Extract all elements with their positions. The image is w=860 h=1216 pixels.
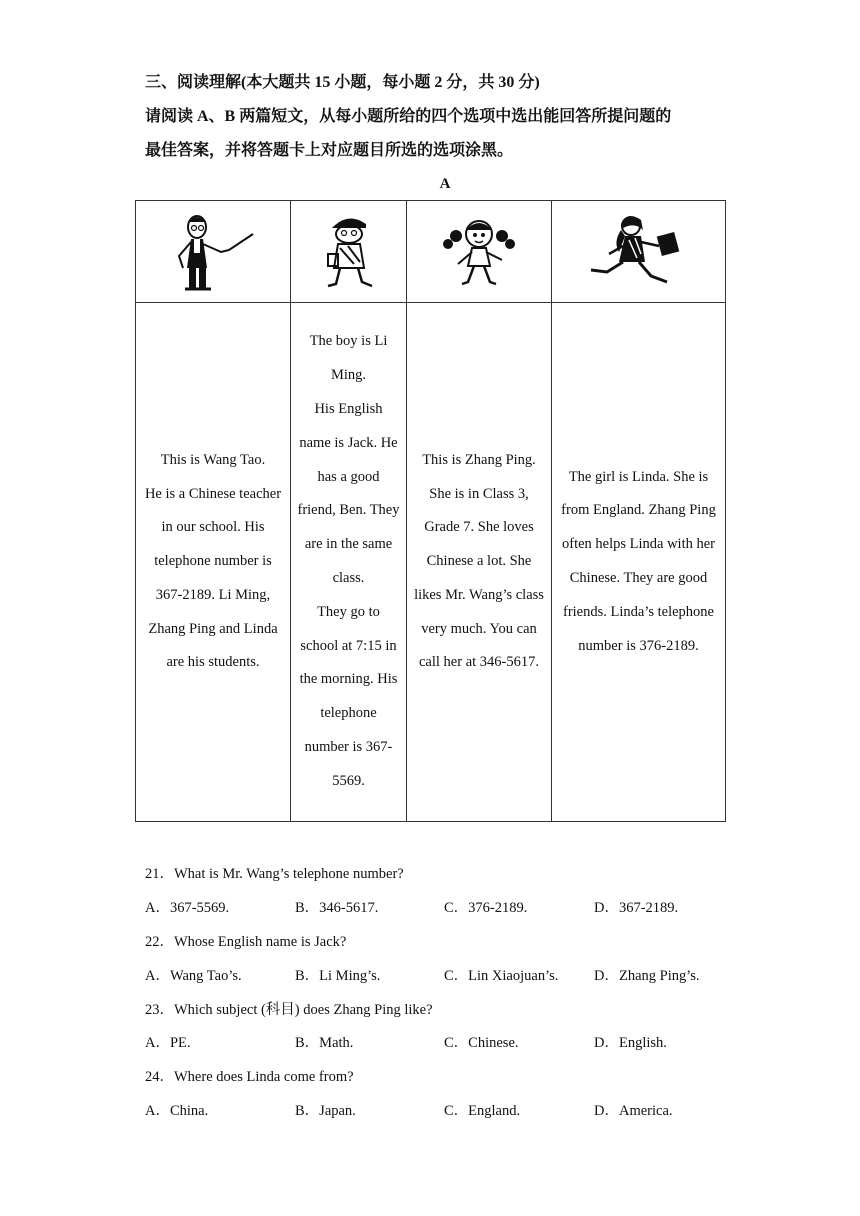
q22-option-c: C．Lin Xiaojuan’s. xyxy=(444,968,559,984)
q24-option-a: A．China. xyxy=(145,1103,209,1119)
q24-option-d: D．America. xyxy=(594,1103,673,1119)
passage-label: A xyxy=(439,176,451,192)
q21-option-c: C．376-2189. xyxy=(444,900,528,916)
passage-2-line-2: His English name is Jack. He has a good friend, Ben. They are in the same class. xyxy=(297,401,400,586)
passage-1-line-2: He is a Chinese teacher in our school. His telephone number is 367-2189. Li Ming, Zhang Ping and Linda are his students. xyxy=(144,485,282,671)
picture-cell-3 xyxy=(407,201,552,303)
question-22-stem: 22．Whose English name is Jack? xyxy=(145,934,347,950)
passage-4-line-1: The girl is Linda. She is from England. Zhang Ping often helps Linda with her Chinese. They are good friends. Linda’s telephone number is 376-2189. xyxy=(561,468,716,654)
q22-option-a: A．Wang Tao’s. xyxy=(145,968,242,984)
q23-option-a: A．PE. xyxy=(145,1035,191,1051)
section-heading: 三、阅读理解(本大题共 15 小题，每小题 2 分，共 30 分) xyxy=(145,74,540,91)
passage-1-line-1: This is Wang Tao. xyxy=(160,451,266,468)
passage-table xyxy=(135,200,726,822)
passage-cell-zhang-ping xyxy=(407,303,552,822)
picture-row xyxy=(136,201,726,303)
question-24-stem: 24．Where does Linda come from? xyxy=(145,1069,354,1085)
picture-cell-4 xyxy=(552,201,726,303)
passage-3-line-1: This is Zhang Ping. She is in Class 3, Grade 7. She loves Chinese a lot. She likes Mr. Wang’s class very much. You can call her at 346-5617. xyxy=(414,451,544,671)
q21-option-a: A．367-5569. xyxy=(145,900,230,916)
q23-option-d: D．English. xyxy=(594,1035,667,1051)
passage-cell-li-ming xyxy=(291,303,407,822)
passage-2-line-1: The boy is Li Ming. xyxy=(309,333,388,384)
q21-option-b: B．346-5617. xyxy=(295,900,379,916)
passage-2-line-3: They go to school at 7:15 in the morning. His telephone number is 367-5569. xyxy=(299,603,398,789)
instruction-line-1: 请阅读 A、B 两篇短文，从每小题所给的四个选项中选出能回答所提问题的 xyxy=(145,108,672,125)
instruction-line-2: 最佳答案，并将答题卡上对应题目所选的选项涂黑。 xyxy=(145,142,514,159)
q23-option-c: C．Chinese. xyxy=(444,1035,519,1051)
boy-walking-icon xyxy=(314,212,384,292)
q23-option-b: B．Math. xyxy=(295,1035,354,1051)
picture-cell-2 xyxy=(291,201,407,303)
question-23-stem: 23．Which subject (科目) does Zhang Ping like? xyxy=(145,1002,433,1018)
q21-option-d: D．367-2189. xyxy=(594,900,679,916)
q22-option-b: B．Li Ming’s. xyxy=(295,968,381,984)
q24-option-c: C．England. xyxy=(444,1103,521,1119)
girl-running-with-book-icon xyxy=(579,212,699,292)
passage-cell-wang-tao xyxy=(136,303,291,822)
girl-with-pigtails-icon xyxy=(434,212,524,292)
passage-cell-linda xyxy=(552,303,726,822)
text-row xyxy=(136,303,726,822)
picture-cell-1 xyxy=(136,201,291,303)
teacher-pointing-icon xyxy=(163,212,263,292)
question-21-stem: 21．What is Mr. Wang’s telephone number? xyxy=(145,866,404,882)
q22-option-d: D．Zhang Ping’s. xyxy=(594,968,700,984)
q24-option-b: B．Japan. xyxy=(295,1103,356,1119)
